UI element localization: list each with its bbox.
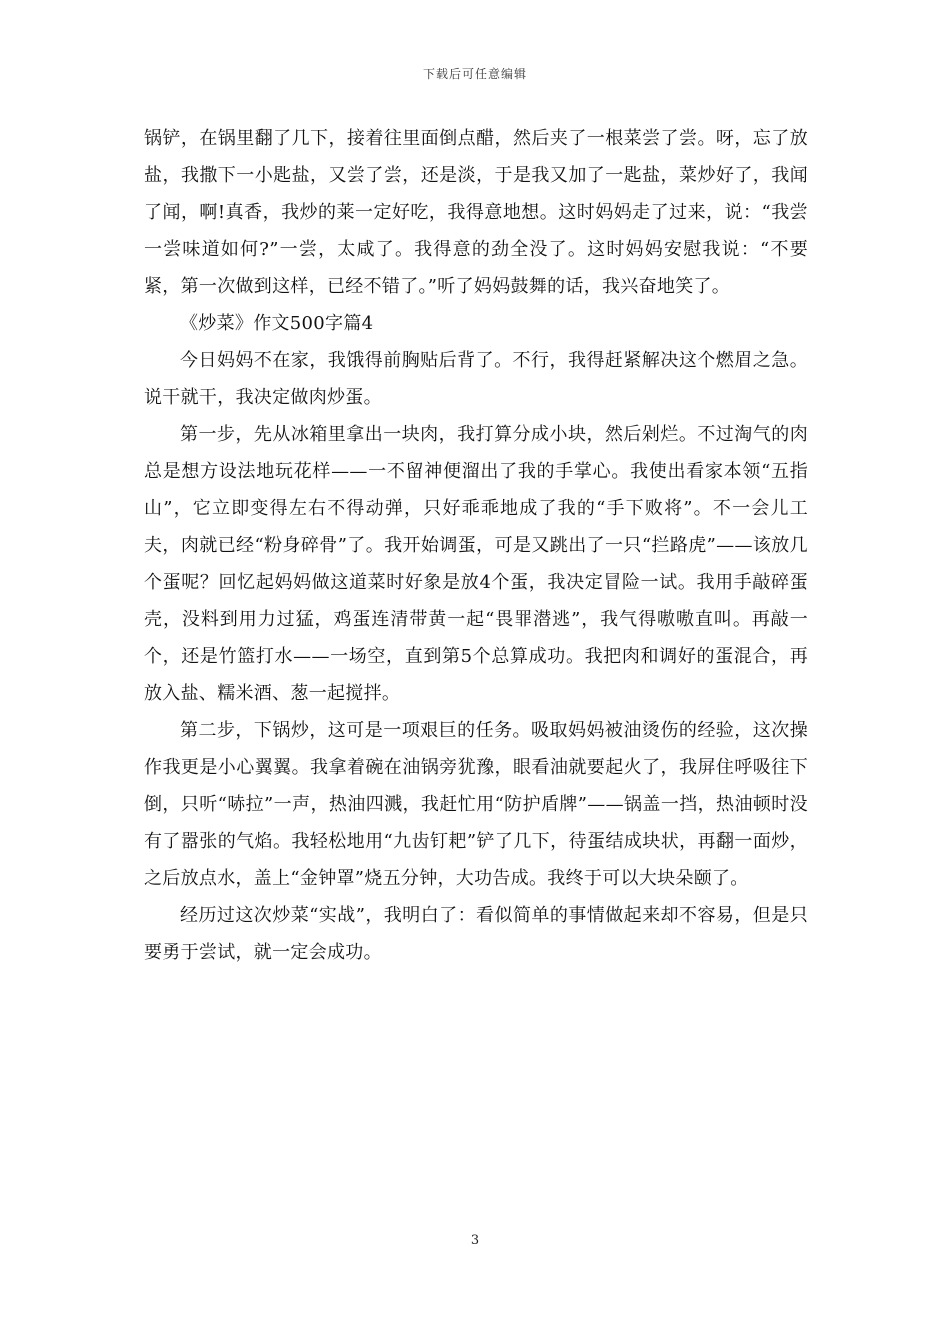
document-body [144,120,808,971]
paragraph-intro: 今日妈妈不在家，我饿得前胸贴后背了。不行，我得赶紧解决这个燃眉之急。说干就干，我决定做肉炒蛋。 [144,350,808,408]
paragraph-conclusion: 经历过这次炒菜“实战”，我明白了：看似简单的事情做起来却不容易，但是只要勇于尝试，就一定会成功。 [144,905,808,963]
page-header: 下载后可任意编辑 [422,67,527,81]
paragraph-step-one: 第一步，先从冰箱里拿出一块肉，我打算分成小块，然后剁烂。不过淘气的肉总是想方设法地玩花样——一不留神便溜出了我的手掌心。我使出看家本领“五指山”，它立即变得左右不得动弹，只好乖乖地成了我的“手下败将”。不一会儿工夫，肉就已经“粉身碎骨”了。我开始调蛋，可是又跳出了一只“拦路虎”——该放几个蛋呢？回忆起妈妈做这道菜时好象是放4个蛋，我决定冒险一试。我用手敲碎蛋壳，没料到用力过猛，鸡蛋连清带黄一起“畏罪潜逃”，我气得嗷嗷直叫。再敲一个，还是竹篮打水——一场空，直到第5个总算成功。我把肉和调好的蛋混合，再放入盐、糯米酒、葱一起搅拌。 [144,424,808,704]
paragraph-step-two: 第二步，下锅炒，这可是一项艰巨的任务。吸取妈妈被油烫伤的经验，这次操作我更是小心翼翼。我拿着碗在油锅旁犹豫，眼看油就要起火了，我屏住呼吸往下倒，只听“哧拉”一声，热油四溅，我赶忙用“防护盾牌”——锅盖一挡，热油顿时没有了嚣张的气焰。我轻松地用“九齿钉耙”铲了几下，待蛋结成块状，再翻一面炒，之后放点水，盖上“金钟罩”烧五分钟，大功告成。我终于可以大块朵颐了。 [144,720,808,889]
section-heading: 《炒菜》作文500字篇4 [180,313,374,334]
paragraph-continuation: 锅铲，在锅里翻了几下，接着往里面倒点醋，然后夹了一根菜尝了尝。呀，忘了放盐，我撒下一小匙盐，又尝了尝，还是淡，于是我又加了一匙盐，菜炒好了，我闻了闻，啊!真香，我炒的莱一定好吃，我得意地想。这时妈妈走了过来，说：“我尝一尝味道如何?”一尝，太咸了。我得意的劲全没了。这时妈妈安慰我说：“不要紧，第一次做到这样，已经不错了。”听了妈妈鼓舞的话，我兴奋地笑了。 [144,128,808,297]
page-number: 3 [470,1233,480,1248]
